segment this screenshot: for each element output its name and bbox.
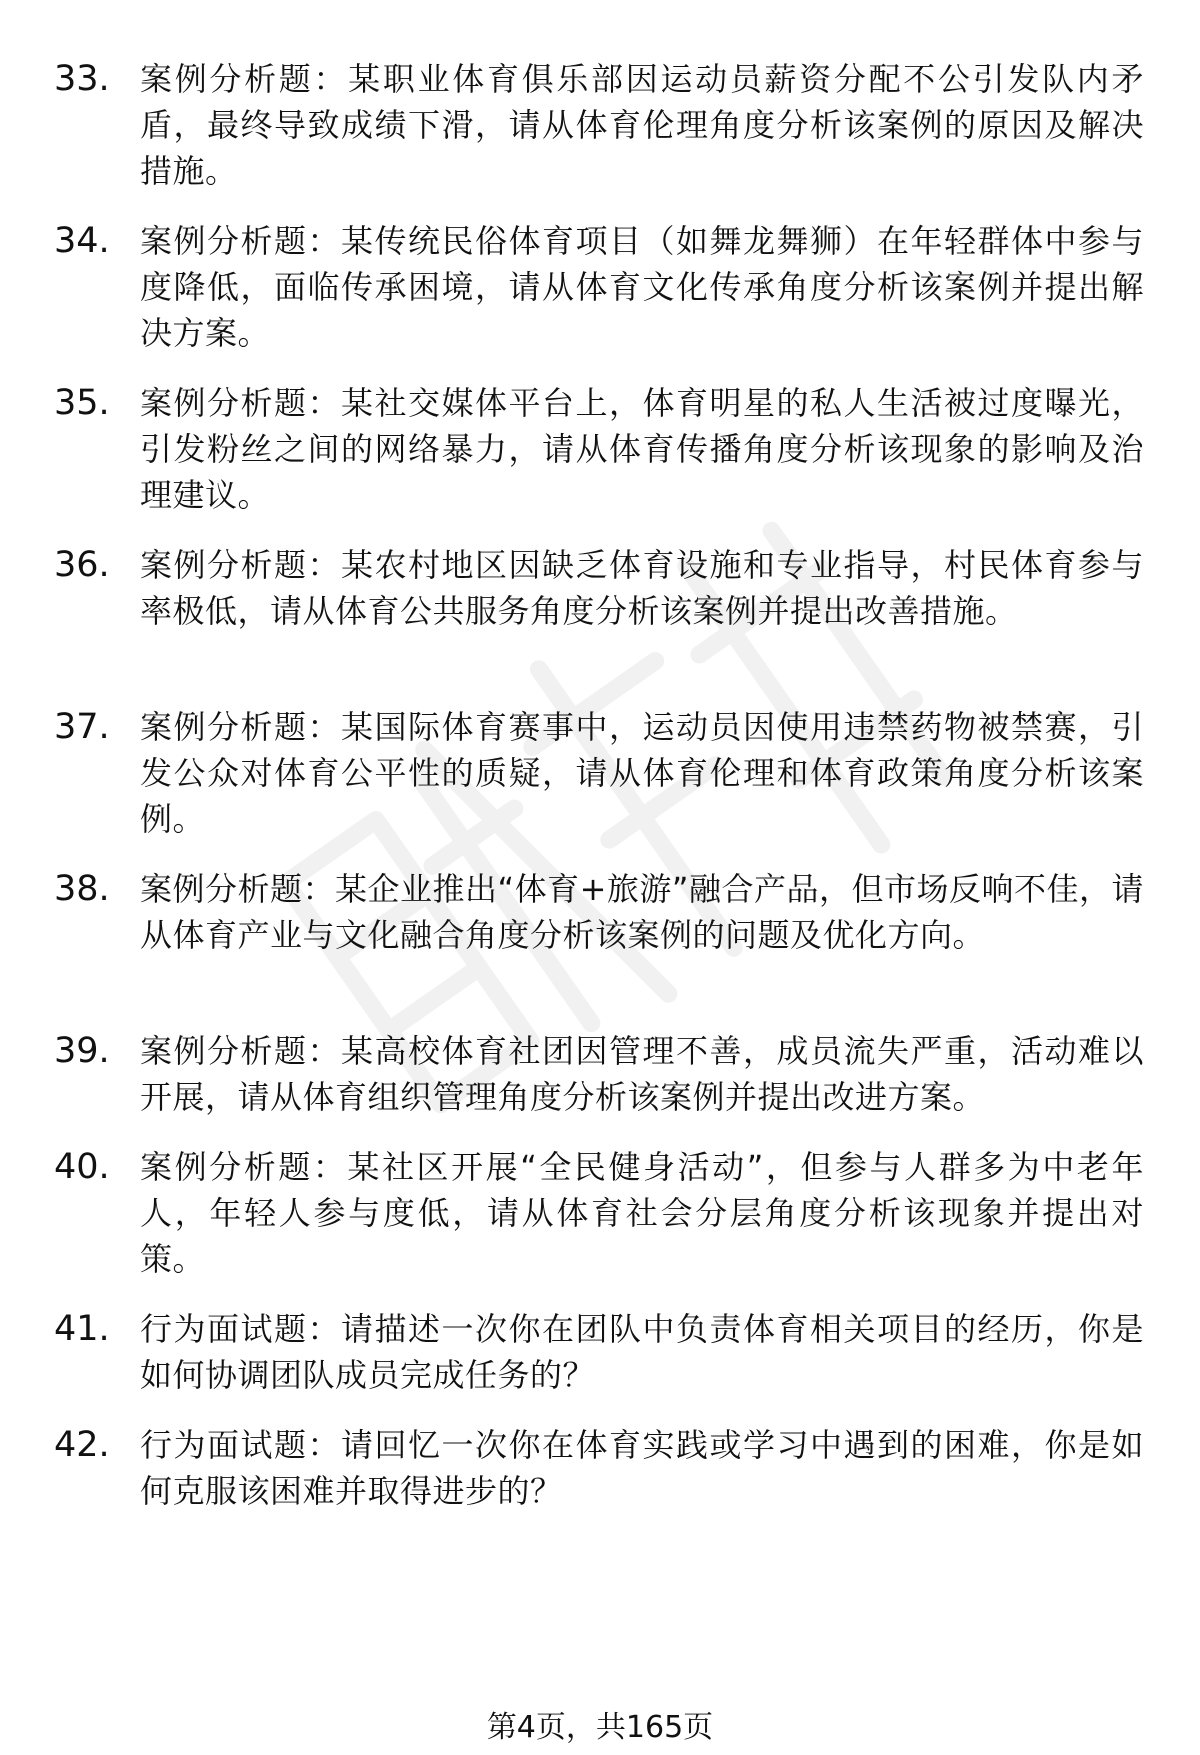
question-text: 案例分析题：某农村地区因缺乏体育设施和专业指导，村民体育参与率极低，请从体育公共服务角度分析该案例并提出改善措施。 — [140, 546, 1144, 630]
question-40 — [54, 1144, 1144, 1282]
question-number: 36. — [54, 545, 110, 585]
question-number: 35. — [54, 383, 110, 423]
question-text: 案例分析题：某高校体育社团因管理不善，成员流失严重，活动难以开展，请从体育组织管理角度分析该案例并提出改进方案。 — [140, 1032, 1144, 1116]
question-35 — [54, 380, 1144, 518]
question-text: 案例分析题：某传统民俗体育项目（如舞龙舞狮）在年轻群体中参与度降低，面临传承困境，请从体育文化传承角度分析该案例并提出解决方案。 — [140, 222, 1144, 352]
question-text: 案例分析题：某职业体育俱乐部因运动员薪资分配不公引发队内矛盾，最终导致成绩下滑，请从体育伦理角度分析该案例的原因及解决措施。 — [140, 60, 1144, 190]
question-number: 39. — [54, 1031, 110, 1071]
question-text: 行为面试题：请描述一次你在团队中负责体育相关项目的经历，你是如何协调团队成员完成任务的？ — [140, 1310, 1144, 1394]
question-33 — [54, 56, 1144, 194]
question-37 — [54, 704, 1144, 842]
question-38 — [54, 866, 1144, 958]
question-34 — [54, 218, 1144, 356]
question-42 — [54, 1422, 1144, 1514]
question-number: 33. — [54, 59, 110, 99]
question-text: 案例分析题：某社交媒体平台上，体育明星的私人生活被过度曝光，引发粉丝之间的网络暴力，请从体育传播角度分析该现象的影响及治理建议。 — [140, 384, 1144, 514]
question-number: 42. — [54, 1425, 110, 1465]
question-number: 34. — [54, 221, 110, 261]
question-number: 38. — [54, 869, 110, 909]
page-number: 第4页，共165页 — [486, 1710, 714, 1745]
question-text: 案例分析题：某国际体育赛事中，运动员因使用违禁药物被禁赛，引发公众对体育公平性的质疑，请从体育伦理和体育政策角度分析该案例。 — [140, 708, 1144, 838]
question-number: 41. — [54, 1309, 110, 1349]
question-number: 40. — [54, 1147, 110, 1187]
question-text: 行为面试题：请回忆一次你在体育实践或学习中遇到的困难，你是如何克服该困难并取得进步的？ — [140, 1426, 1144, 1510]
question-text: 案例分析题：某企业推出“体育+旅游”融合产品，但市场反响不佳，请从体育产业与文化融合角度分析该案例的问题及优化方向。 — [140, 870, 1144, 954]
question-39 — [54, 1028, 1144, 1120]
question-36 — [54, 542, 1144, 634]
question-number: 37. — [54, 707, 110, 747]
question-41 — [54, 1306, 1144, 1398]
question-text: 案例分析题：某社区开展“全民健身活动”，但参与人群多为中老年人，年轻人参与度低，请从体育社会分层角度分析该现象并提出对策。 — [140, 1148, 1144, 1278]
